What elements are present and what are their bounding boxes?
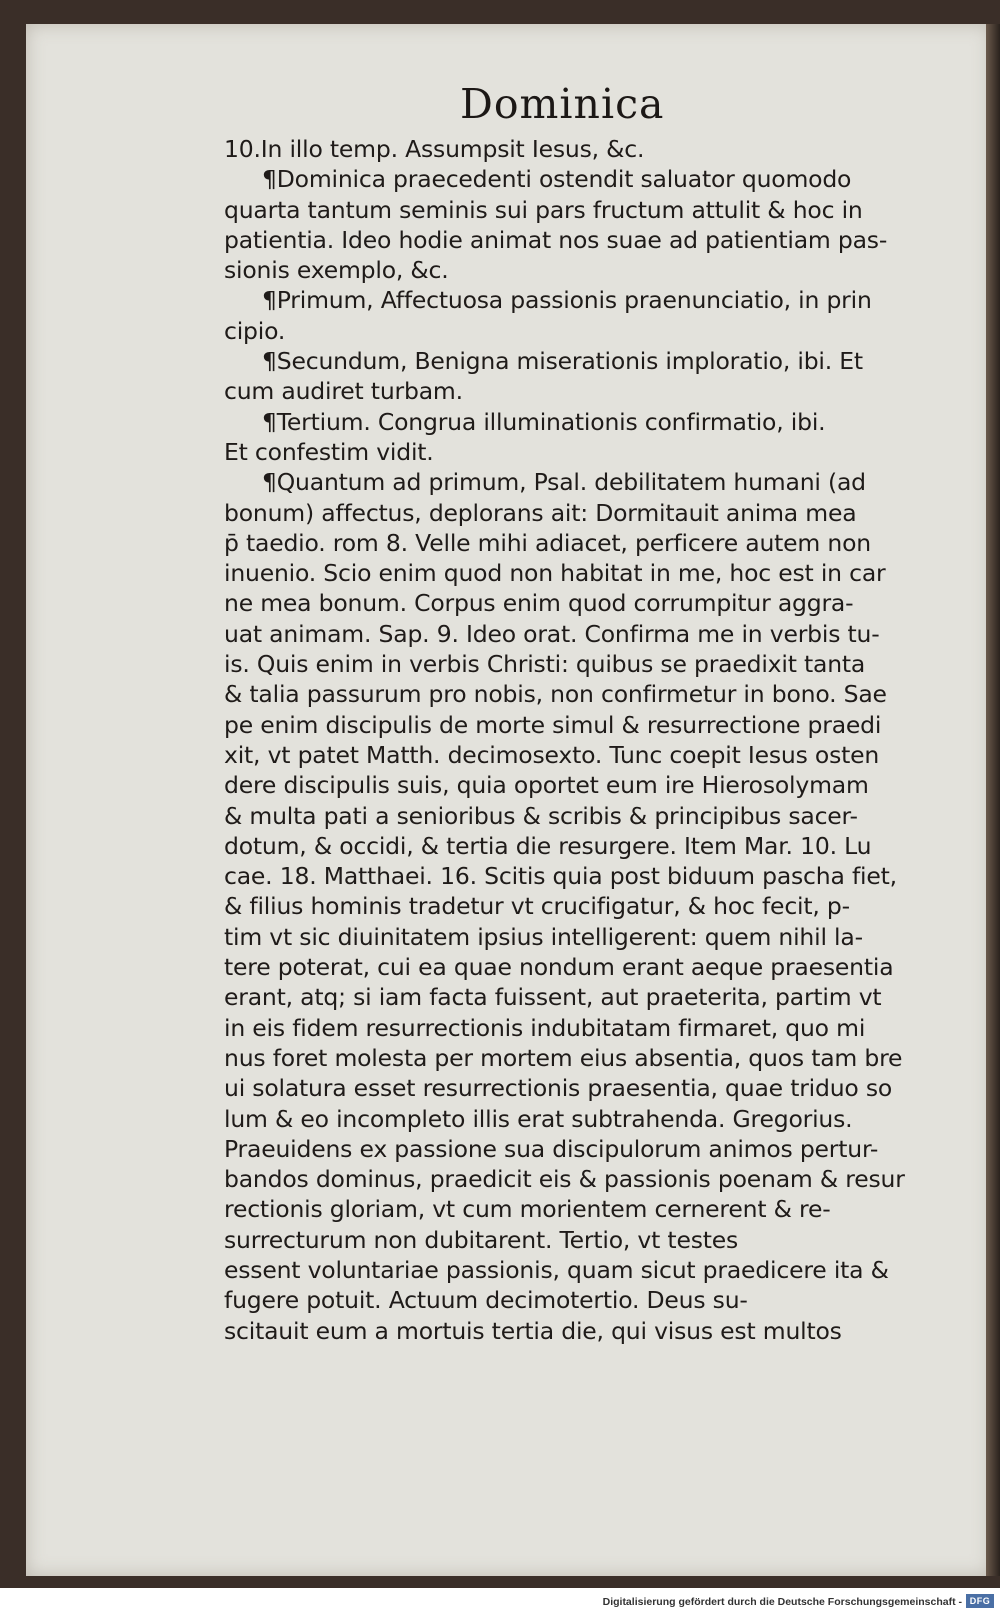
text-line: ne mea bonum. Corpus enim quod corrumpitur aggra- bbox=[224, 589, 854, 618]
text-line: pe enim discipulis de morte simul & resurrectione praedi bbox=[224, 710, 882, 739]
text-line: bonum) affectus, deplorans ait: Dormitauit anima mea bbox=[224, 498, 857, 527]
text-line: surrecturum non dubitarent. Tertio, vt testes bbox=[224, 1225, 739, 1254]
text-line: inuenio. Scio enim quod non habitat in me, hoc est in car bbox=[224, 559, 886, 588]
text-line: Praeuidens ex passione sua discipulorum animos pertur- bbox=[224, 1134, 879, 1163]
text-line: uat animam. Sap. 9. Ideo orat. Confirma me in verbis tu- bbox=[224, 619, 880, 648]
text-line: cum audiret turbam. bbox=[224, 377, 463, 406]
text-line: tere poterat, cui ea quae nondum erant aeque praesentia bbox=[224, 953, 894, 982]
dfg-logo: DFG bbox=[966, 1594, 994, 1608]
text-line: cae. 18. Matthaei. 16. Scitis quia post biduum pascha fiet, bbox=[224, 862, 897, 891]
text-line: erant, atq; si iam facta fuissent, aut praeterita, partim vt bbox=[224, 983, 882, 1012]
text-line: nus foret molesta per mortem eius absentia, quos tam bre bbox=[224, 1043, 903, 1072]
text-line: cipio. bbox=[224, 316, 286, 345]
text-line: sionis exemplo, &c. bbox=[224, 256, 449, 285]
text-line: & multa pati a senioribus & scribis & principibus sacer- bbox=[224, 801, 858, 830]
text-line: in eis fidem resurrectionis indubitatam firmaret, quo mi bbox=[224, 1013, 866, 1042]
text-line: dere discipulis suis, quia oportet eum ire Hierosolymam bbox=[224, 771, 869, 800]
text-line: Et confestim vidit. bbox=[224, 437, 434, 466]
text-line: dotum, & occidi, & tertia die resurgere. Item Mar. 10. Lu bbox=[224, 831, 872, 860]
text-line: 10.In illo temp. Assumpsit Iesus, &c. bbox=[224, 135, 645, 163]
text-line: bandos dominus, praedicit eis & passionis poenam & resur bbox=[224, 1165, 905, 1194]
text-line: & talia passurum pro nobis, non confirmetur in bono. Sae bbox=[224, 680, 887, 709]
book-edge bbox=[986, 24, 1000, 1576]
text-line: xit, vt patet Matth. decimosexto. Tunc coepit Iesus osten bbox=[224, 740, 880, 769]
running-head: Dominica bbox=[460, 80, 665, 128]
text-line: ¶Primum, Affectuosa passionis praenunciatio, in prin bbox=[262, 286, 872, 315]
text-line: ¶Quantum ad primum, Psal. debilitatem humani (ad bbox=[262, 468, 866, 497]
text-line: rectionis gloriam, vt cum morientem cernerent & re- bbox=[224, 1195, 831, 1224]
text-line: lum & eo incompleto illis erat subtrahenda. Gregorius. bbox=[224, 1104, 853, 1133]
text-line: ui solatura esset resurrectionis praesentia, quae triduo so bbox=[224, 1074, 893, 1103]
text-line: essent voluntariae passionis, quam sicut praedicere ita & bbox=[224, 1255, 889, 1284]
funding-credit: Digitalisierung gefördert durch die Deutsche Forschungsgemeinschaft - bbox=[602, 1596, 962, 1608]
text-line: ¶Tertium. Congrua illuminationis confirmatio, ibi. bbox=[262, 407, 826, 436]
text-line: & filius hominis tradetur vt crucifigatur, & hoc fecit, p- bbox=[224, 892, 850, 921]
text-line: ¶Dominica praecedenti ostendit saluator quomodo bbox=[262, 165, 852, 194]
text-line: tim vt sic diuinitatem ipsius intelligerent: quem nihil la- bbox=[224, 922, 863, 951]
body-text bbox=[224, 134, 940, 1346]
text-line: scitauit eum a mortuis tertia die, qui visus est multos bbox=[224, 1316, 842, 1345]
text-line: is. Quis enim in verbis Christi: quibus se praedixit tanta bbox=[224, 650, 866, 679]
text-line: quarta tantum seminis sui pars fructum attulit & hoc in bbox=[224, 195, 863, 224]
text-line: ¶Secundum, Benigna miserationis imploratio, ibi. Et bbox=[262, 347, 863, 376]
text-line: patientia. Ideo hodie animat nos suae ad patientiam pas- bbox=[224, 225, 888, 254]
text-line: p̄ taedio. rom 8. Velle mihi adiacet, perficere autem non bbox=[224, 528, 871, 557]
footer-bar bbox=[0, 1588, 1000, 1615]
text-line: fugere potuit. Actuum decimotertio. Deus su- bbox=[224, 1286, 748, 1315]
